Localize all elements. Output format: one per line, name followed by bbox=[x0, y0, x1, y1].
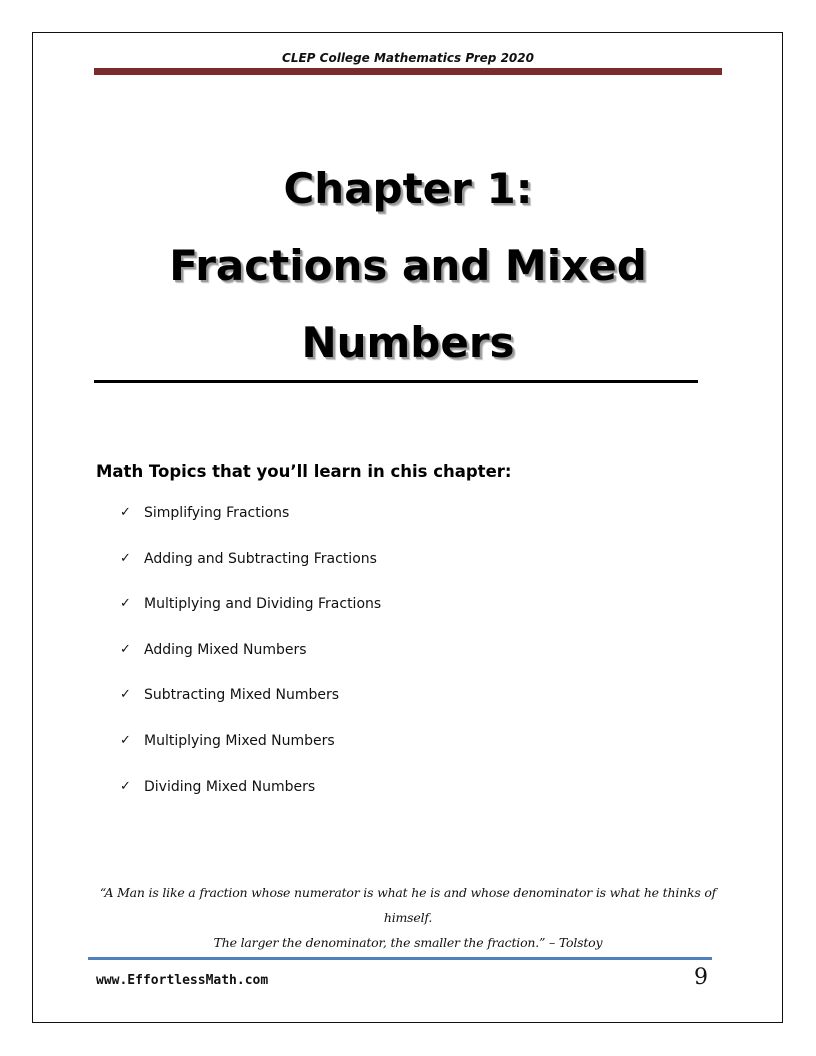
topic-label: Adding Mixed Numbers bbox=[144, 641, 307, 658]
header-rule bbox=[94, 68, 722, 75]
topics-heading: Math Topics that you’ll learn in chis chapter: bbox=[96, 462, 512, 481]
checkmark-icon: ✓ bbox=[120, 732, 131, 748]
checkmark-icon: ✓ bbox=[120, 778, 131, 794]
title-rule bbox=[94, 380, 698, 383]
chapter-title-line-2: Fractions and Mixed bbox=[169, 241, 647, 290]
topic-label: Multiplying and Dividing Fractions bbox=[144, 596, 382, 613]
footer-website: www.EffortlessMath.com bbox=[96, 973, 269, 988]
topic-item bbox=[120, 503, 381, 549]
tolstoy-quote bbox=[96, 880, 720, 955]
running-header: CLEP College Mathematics Prep 2020 bbox=[282, 51, 534, 65]
checkmark-icon: ✓ bbox=[120, 641, 131, 657]
topic-item bbox=[120, 777, 381, 823]
checkmark-icon: ✓ bbox=[120, 550, 131, 566]
topic-item bbox=[120, 594, 381, 640]
topic-label: Simplifying Fractions bbox=[144, 505, 290, 521]
checkmark-icon: ✓ bbox=[120, 687, 131, 703]
topic-list bbox=[120, 503, 381, 822]
chapter-title-line-1: Chapter 1: bbox=[283, 164, 533, 213]
page-number: 9 bbox=[694, 965, 708, 990]
topic-label: Subtracting Mixed Numbers bbox=[144, 687, 340, 704]
topic-item bbox=[120, 685, 381, 731]
quote-line-1: “A Man is like a fraction whose numerator is what he is and whose denominator is what he thinks of himself. bbox=[99, 885, 717, 925]
topic-item bbox=[120, 549, 381, 595]
topic-label: Dividing Mixed Numbers bbox=[144, 778, 316, 795]
footer-rule bbox=[88, 957, 712, 960]
checkmark-icon: ✓ bbox=[120, 596, 131, 612]
topic-label: Adding and Subtracting Fractions bbox=[144, 550, 377, 567]
topic-item bbox=[120, 731, 381, 777]
quote-line-2: The larger the denominator, the smaller the fraction.” – Tolstoy bbox=[213, 935, 603, 950]
chapter-title-line-3: Numbers bbox=[301, 318, 515, 367]
checkmark-icon: ✓ bbox=[120, 505, 131, 520]
topic-item bbox=[120, 640, 381, 686]
chapter-title bbox=[94, 150, 722, 381]
topic-label: Multiplying Mixed Numbers bbox=[144, 732, 335, 749]
